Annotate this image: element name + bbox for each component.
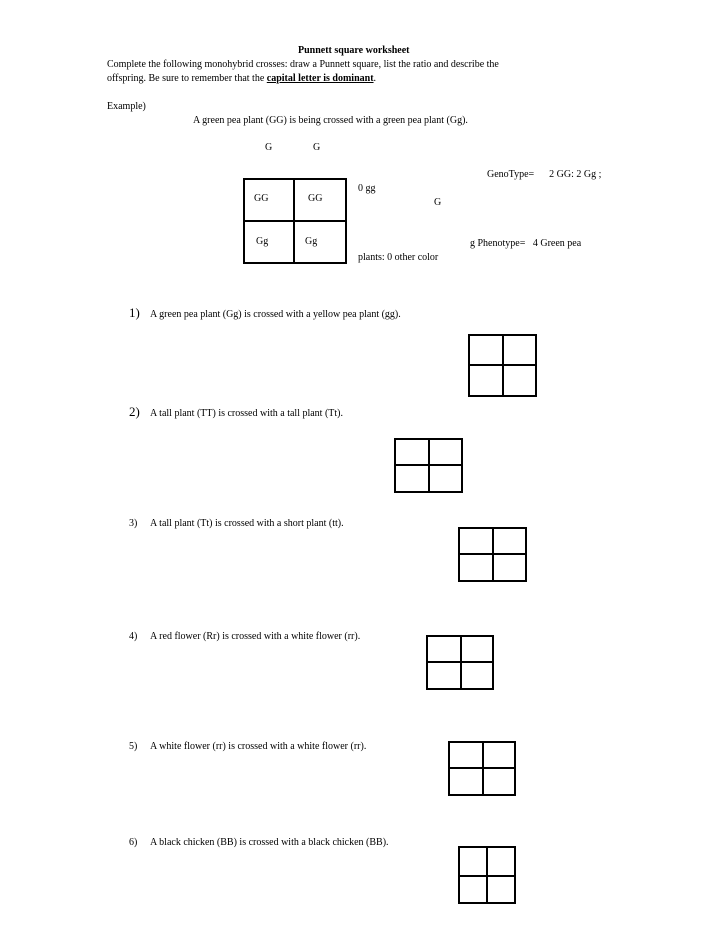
- example-cell: Gg: [256, 236, 269, 247]
- example-top-allele-1: G: [265, 142, 273, 153]
- intro-line-2-prefix: offspring. Be sure to remember that the: [107, 73, 267, 84]
- example-label: Example): [107, 101, 146, 112]
- example-punnett-square: [243, 178, 347, 264]
- grid-divider-horizontal: [396, 464, 461, 466]
- problem-text: A tall plant (Tt) is crossed with a short plant (tt).: [150, 518, 344, 529]
- punnett-square: [394, 438, 463, 493]
- problem-number: 4): [129, 631, 138, 642]
- problem-text: A white flower (rr) is crossed with a white flower (rr).: [150, 741, 367, 752]
- problem-text: A red flower (Rr) is crossed with a white flower (rr).: [150, 631, 361, 642]
- problem-text: A tall plant (TT) is crossed with a tall plant (Tt).: [150, 408, 344, 419]
- grid-divider-horizontal: [460, 875, 514, 877]
- grid-divider-horizontal: [460, 553, 525, 555]
- example-top-allele-2: G: [313, 142, 321, 153]
- punnett-square: [458, 846, 516, 904]
- side-allele: G: [434, 197, 442, 208]
- genotype-ratio: GenoType= 2 GG: 2 Gg ;: [487, 169, 602, 180]
- problem-text: A black chicken (BB) is crossed with a black chicken (BB).: [150, 837, 389, 848]
- problem-number: 2): [129, 404, 140, 419]
- page-title: Punnett square worksheet: [298, 45, 410, 56]
- gg-count: 0 gg: [358, 183, 376, 194]
- punnett-square: [426, 635, 494, 690]
- punnett-square: [448, 741, 516, 796]
- intro-line-2: [107, 72, 376, 85]
- phenotype-ratio: g Phenotype= 4 Green pea: [470, 238, 582, 249]
- grid-divider-horizontal: [245, 220, 345, 222]
- problem-number: 3): [129, 518, 138, 529]
- dominance-emphasis: capital letter is dominant: [266, 73, 374, 84]
- problem-number: 1): [129, 305, 140, 320]
- example-cell: Gg: [305, 236, 318, 247]
- intro-line-2-suffix: .: [373, 73, 377, 84]
- example-cell: GG: [308, 193, 323, 204]
- grid-divider-horizontal: [450, 767, 514, 769]
- problem-text: A green pea plant (Gg) is crossed with a yellow pea plant (gg).: [150, 309, 401, 320]
- intro-line-1: Complete the following monohybrid crosses: draw a Punnett square, list the ratio and describe the: [107, 59, 499, 70]
- phenotype-continued: plants: 0 other color: [358, 252, 439, 263]
- example-cell: GG: [254, 193, 269, 204]
- punnett-square: [458, 527, 527, 582]
- example-prompt: A green pea plant (GG) is being crossed with a green pea plant (Gg).: [193, 115, 468, 126]
- grid-divider-horizontal: [470, 364, 535, 366]
- problem-number: 6): [129, 837, 138, 848]
- grid-divider-horizontal: [428, 661, 492, 663]
- problem-number: 5): [129, 741, 138, 752]
- punnett-square: [468, 334, 537, 397]
